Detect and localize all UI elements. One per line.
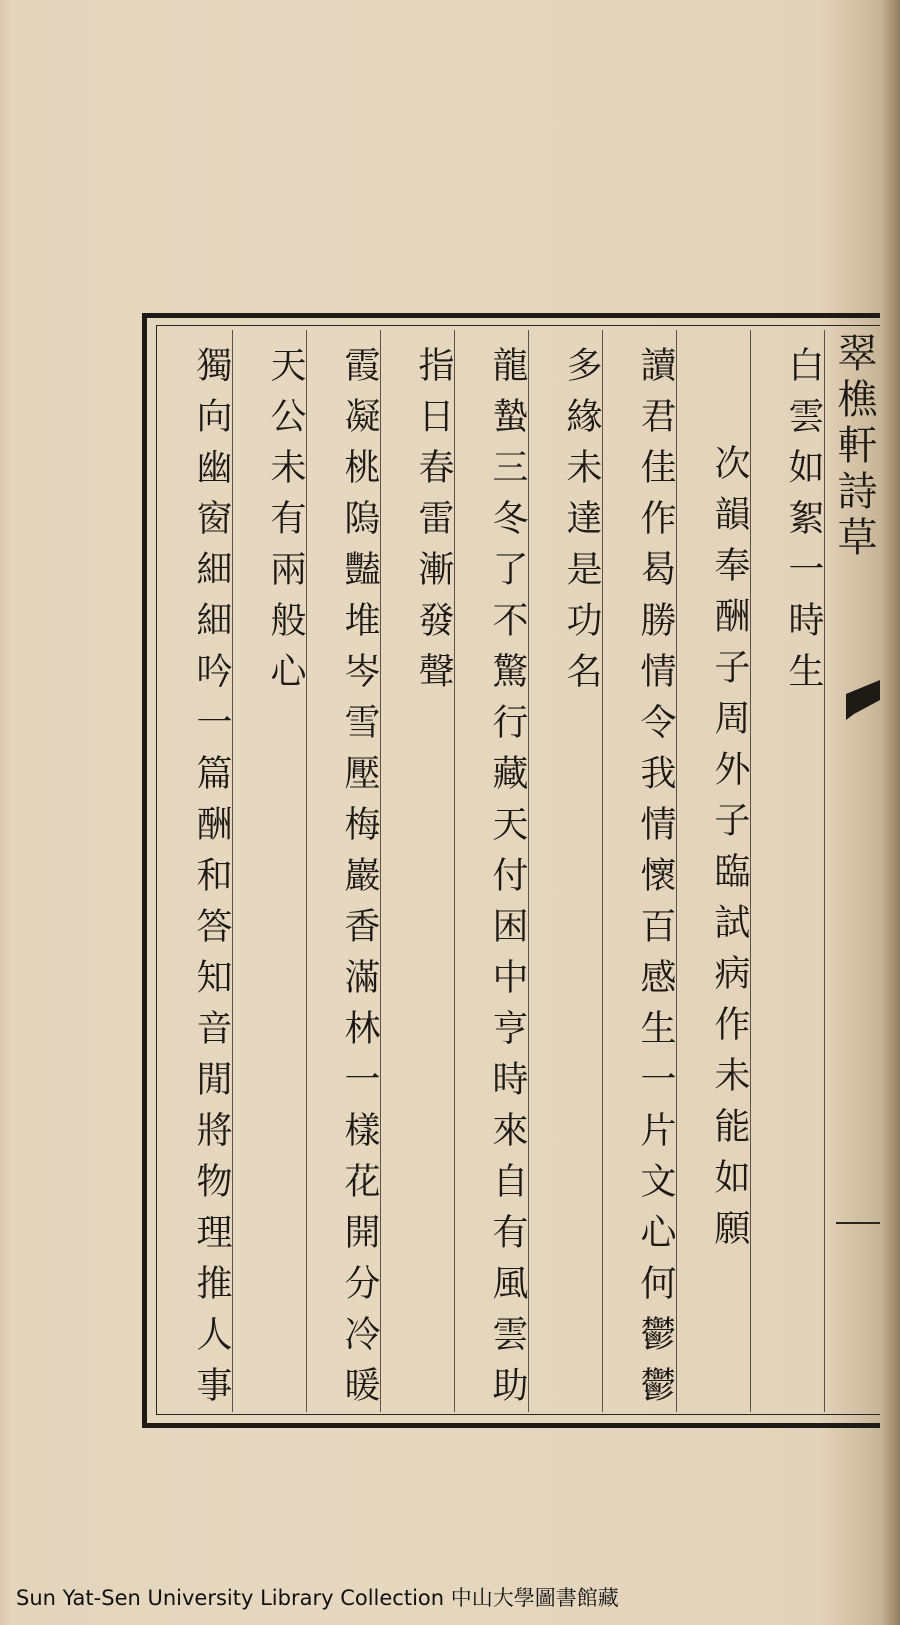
text-column-2: 次韻奉酬子周外子臨試病作未能如願 [709,444,750,1260]
running-title: 翠樵軒詩草 [831,332,877,562]
folio-mark [836,1222,880,1224]
fish-tail-mark [846,680,880,720]
text-column-5: 龍蟄三冬了不驚行藏天付困中亨時來自有風雲助 [487,346,528,1417]
text-column-9: 獨向幽窗細細吟一篇酬和答知音閒將物理推人事 [191,346,232,1417]
library-credit: Sun Yat-Sen University Library Collection 中山大學圖書館藏 [16,1586,619,1610]
page-edge [880,0,900,1625]
text-column-1: 白雲如絮一時生 [783,346,824,703]
text-column-8: 天公未有兩般心 [265,346,306,703]
text-column-7: 霞凝桃隖豔堆岑雪壓梅巖香滿林一樣花開分冷暖 [339,346,380,1417]
text-column-3: 讀君佳作曷勝情令我情懷百感生一片文心何鬱鬱 [635,346,676,1417]
text-column-4: 多緣未達是功名 [561,346,602,703]
text-column-6: 指日春雷漸發聲 [413,346,454,703]
